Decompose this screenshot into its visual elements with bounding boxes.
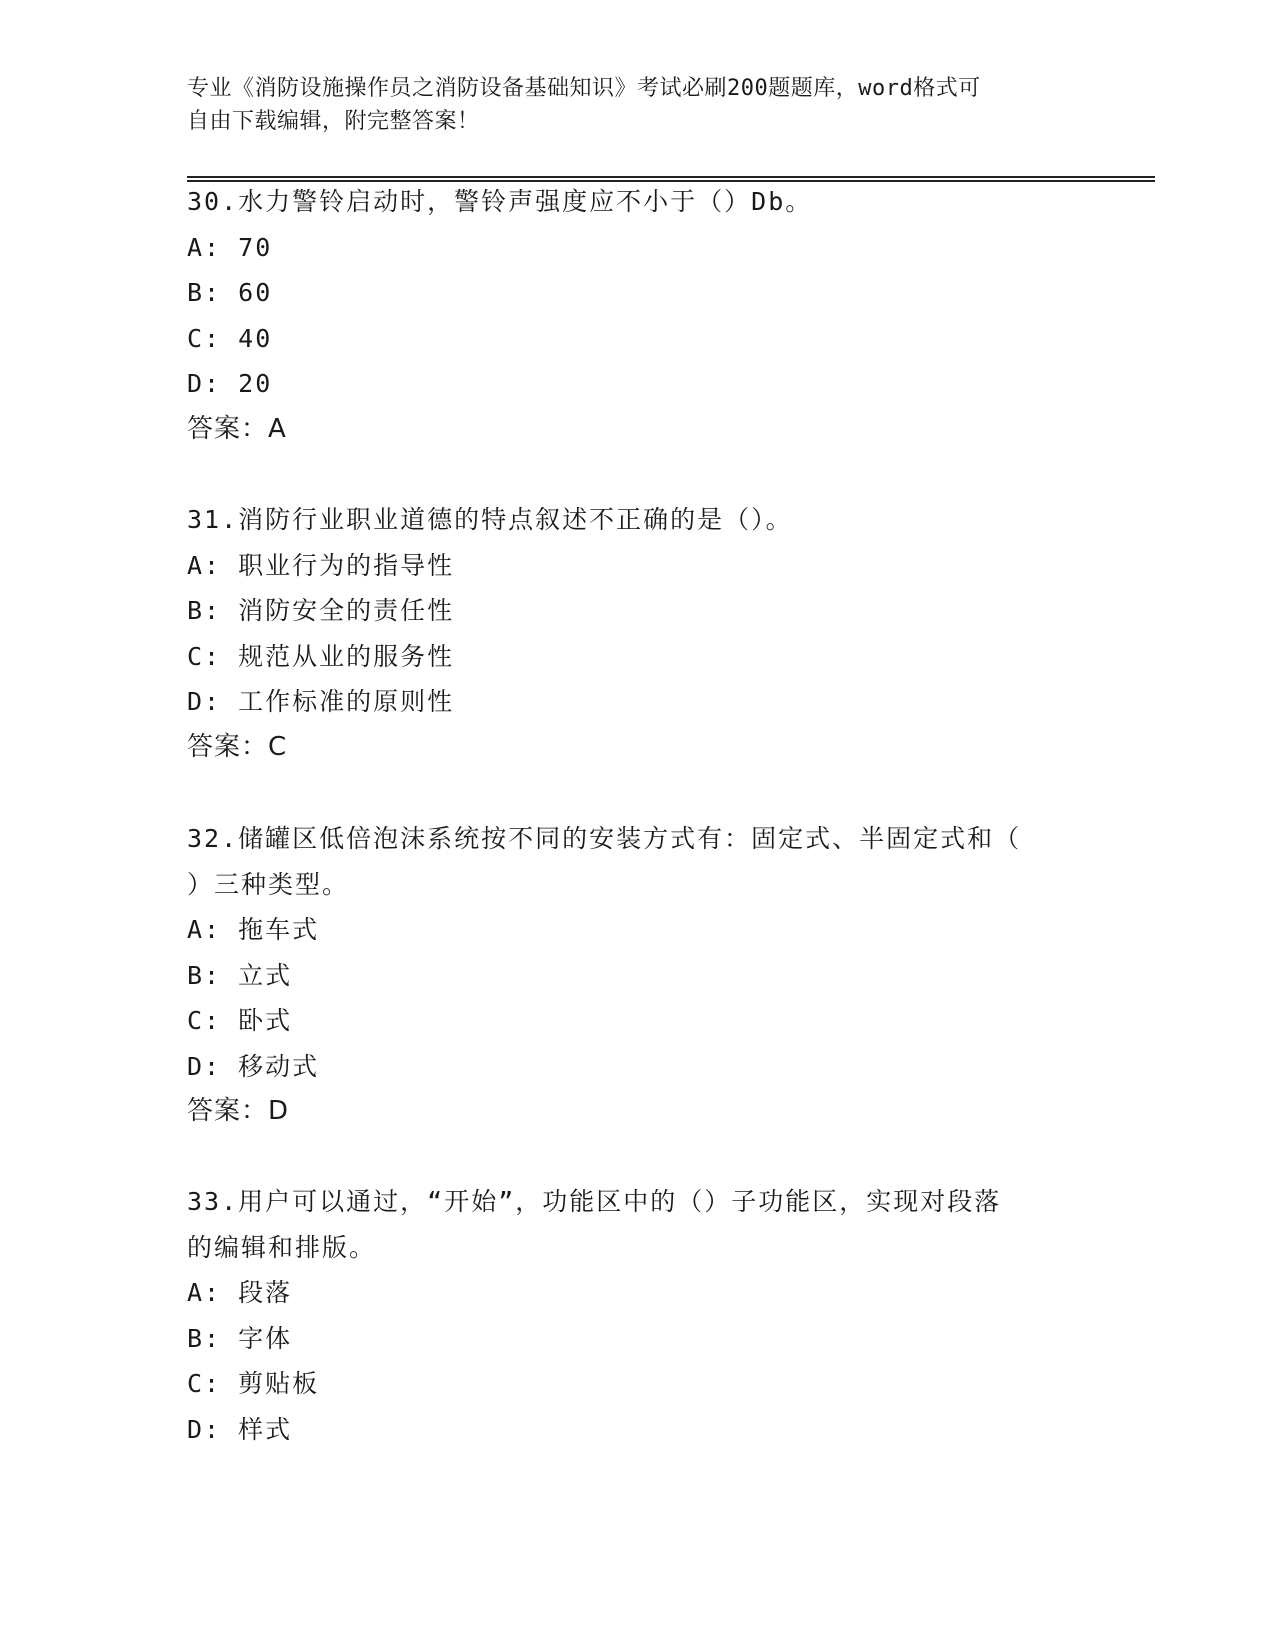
- question-stem: 30.水力警铃启动时，警铃声强度应不小于（）Db。: [187, 187, 813, 216]
- option-c: C: 剪贴板: [187, 1369, 320, 1398]
- document-header: [187, 72, 1067, 138]
- option-c: C: 卧式: [187, 1006, 293, 1035]
- option-d: D: 移动式: [187, 1051, 320, 1081]
- option-d: D: 20: [187, 369, 273, 398]
- option-a: A: 拖车式: [187, 915, 320, 944]
- option-b: B: 字体: [187, 1323, 293, 1353]
- option-a: A: 段落: [187, 1278, 293, 1307]
- option-b: B: 立式: [187, 960, 293, 990]
- question-stem-continued: ）三种类型。: [187, 869, 350, 899]
- header-line-1: 专业《消防设施操作员之消防设备基础知识》考试必刷200题题库，word格式可: [187, 76, 981, 101]
- document-page: [187, 0, 1147, 1650]
- question-32: [187, 816, 1087, 1135]
- answer-line: 答案：D: [187, 1096, 290, 1126]
- option-c: C: 规范从业的服务性: [187, 641, 455, 671]
- question-stem: 31.消防行业职业道德的特点叙述不正确的是（）。: [187, 505, 793, 534]
- answer-line: 答案：A: [187, 413, 287, 444]
- option-d: D: 样式: [187, 1414, 293, 1444]
- option-a: A: 职业行为的指导性: [187, 550, 455, 580]
- question-stem-continued: 的编辑和排版。: [187, 1232, 377, 1262]
- answer-line: 答案：C: [187, 731, 288, 762]
- question-33: [187, 1179, 1087, 1452]
- question-stem: 33.用户可以通过，“开始”，功能区中的（）子功能区，实现对段落: [187, 1187, 1002, 1216]
- option-b: B: 60: [187, 278, 273, 307]
- header-line-2: 自由下载编辑，附完整答案！: [187, 109, 480, 134]
- question-31: [187, 497, 1087, 770]
- option-c: C: 40: [187, 323, 273, 353]
- question-stem: 32.储罐区低倍泡沫系统按不同的安装方式有：固定式、半固定式和（: [187, 824, 1022, 853]
- option-a: A: 70: [187, 232, 273, 262]
- question-30: [187, 179, 1087, 452]
- option-d: D: 工作标准的原则性: [187, 687, 455, 716]
- option-b: B: 消防安全的责任性: [187, 596, 455, 625]
